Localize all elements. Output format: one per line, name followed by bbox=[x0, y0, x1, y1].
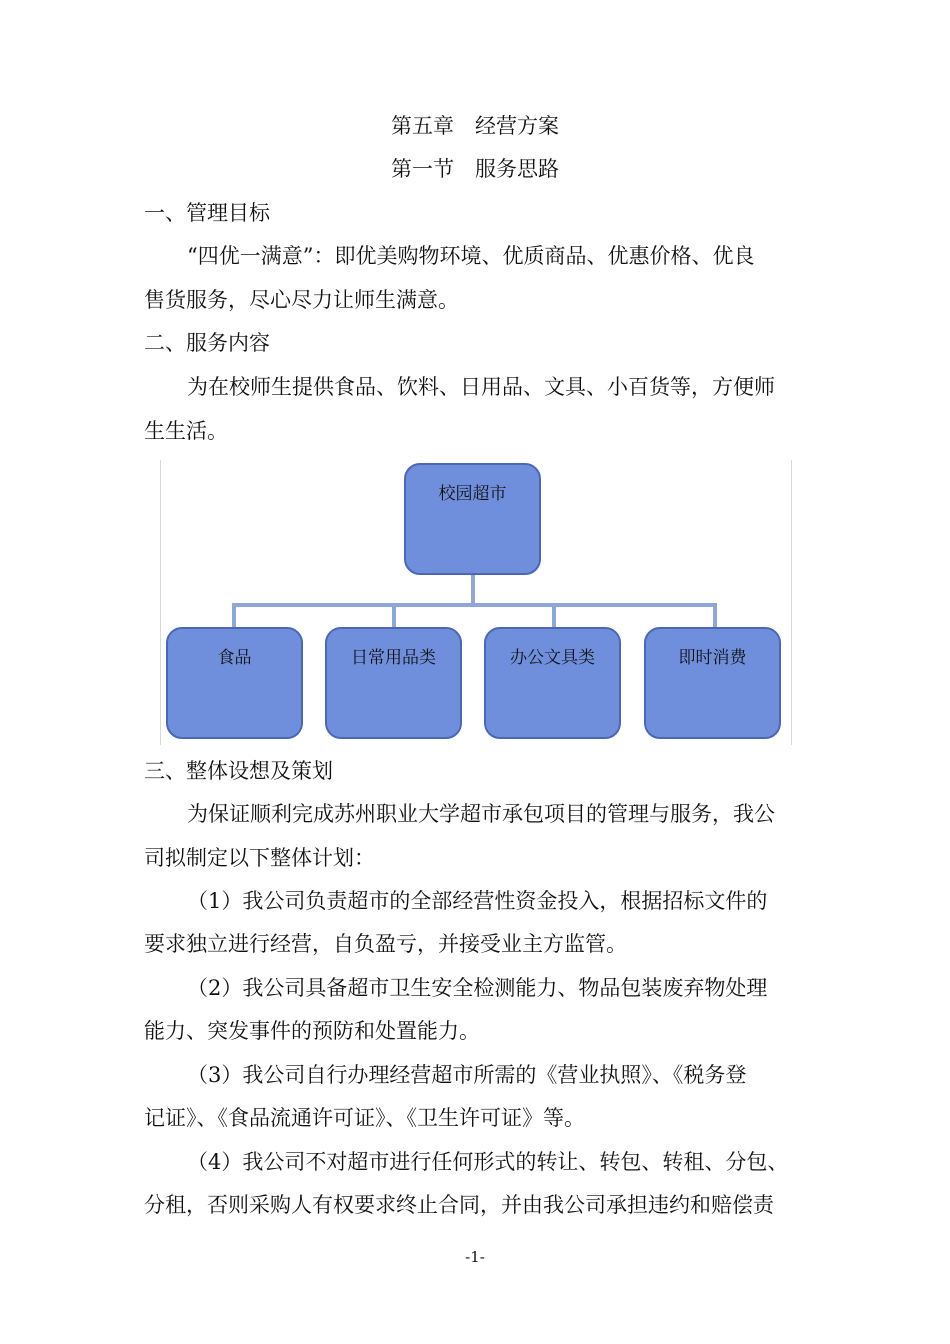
connector-child-3 bbox=[552, 603, 556, 629]
list-item-3-line-2: 记证》、《食品流通许可证》、《卫生许可证》等。 bbox=[144, 1106, 585, 1130]
paragraph-service-line-1: 为在校师生提供食品、饮料、日用品、文具、小百货等，方便师 bbox=[187, 375, 775, 399]
paragraph-goal-line-2: 售货服务，尽心尽力让师生满意。 bbox=[144, 288, 459, 312]
org-node-instant-consumption: 即时消费 bbox=[644, 627, 781, 739]
list-item-2-line-2: 能力、突发事件的预防和处置能力。 bbox=[144, 1019, 480, 1043]
chapter-title: 第五章 经营方案 bbox=[391, 114, 559, 138]
org-root-node: 校园超市 bbox=[404, 463, 541, 575]
connector-child-2 bbox=[392, 603, 396, 629]
org-chart bbox=[160, 460, 792, 745]
heading-service-content: 二、服务内容 bbox=[144, 331, 270, 355]
list-item-2-line-1: （2）我公司具备超市卫生安全检测能力、物品包装废弃物处理 bbox=[187, 976, 768, 1000]
heading-overall-plan: 三、整体设想及策划 bbox=[144, 759, 333, 783]
list-item-1-line-1: （1）我公司负责超市的全部经营性资金投入，根据招标文件的 bbox=[187, 889, 768, 913]
paragraph-service-line-2: 生生活。 bbox=[144, 419, 228, 443]
paragraph-plan-line-1: 为保证顺利完成苏州职业大学超市承包项目的管理与服务，我公 bbox=[187, 802, 775, 826]
paragraph-plan-line-2: 司拟制定以下整体计划： bbox=[144, 846, 375, 870]
list-item-4-line-1: （4）我公司不对超市进行任何形式的转让、转包、转租、分包、 bbox=[187, 1150, 789, 1174]
org-node-food: 食品 bbox=[166, 627, 303, 739]
org-node-office-stationery: 办公文具类 bbox=[484, 627, 621, 739]
heading-management-goal: 一、管理目标 bbox=[144, 201, 270, 225]
list-item-3-line-1: （3）我公司自行办理经营超市所需的《营业执照》、《税务登 bbox=[187, 1063, 747, 1087]
connector-child-1 bbox=[232, 603, 236, 629]
org-node-daily-goods: 日常用品类 bbox=[325, 627, 462, 739]
list-item-4-line-2: 分租，否则采购人有权要求终止合同，并由我公司承担违约和赔偿责 bbox=[144, 1193, 774, 1217]
section-title: 第一节 服务思路 bbox=[391, 157, 559, 181]
page-number: -1- bbox=[465, 1248, 485, 1266]
connector-horizontal bbox=[232, 603, 717, 607]
list-item-1-line-2: 要求独立进行经营，自负盈亏，并接受业主方监管。 bbox=[144, 932, 627, 956]
paragraph-goal-line-1: “四优一满意”：即优美购物环境、优质商品、优惠价格、优良 bbox=[187, 244, 755, 268]
connector-child-4 bbox=[713, 603, 717, 629]
connector-vertical-root bbox=[471, 575, 475, 605]
